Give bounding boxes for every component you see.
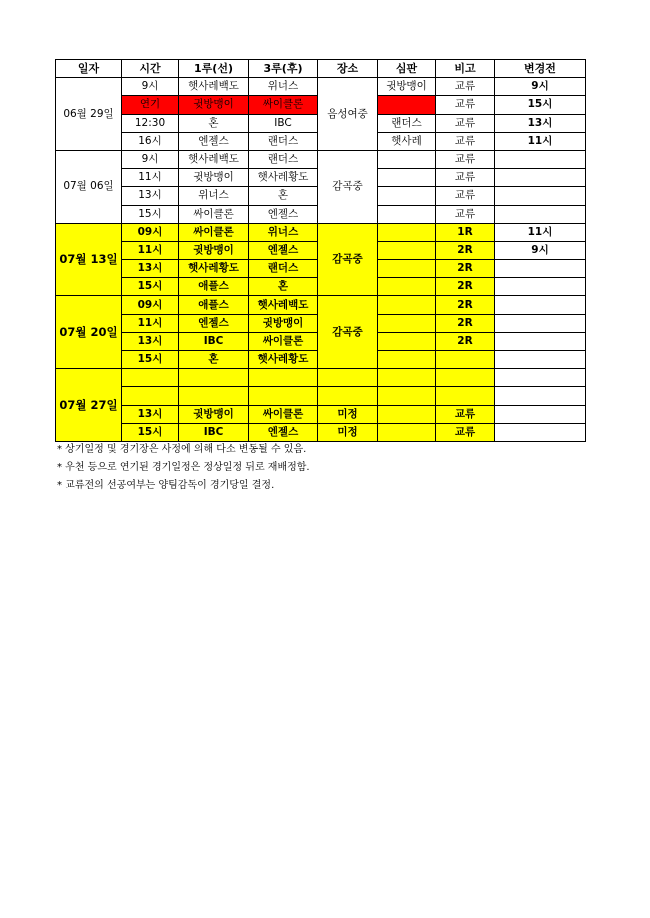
venue-cell	[318, 387, 378, 405]
third-base-team: 엔젤스	[249, 205, 318, 223]
venue-cell: 미정	[318, 405, 378, 423]
venue-cell: 감곡중	[318, 150, 378, 223]
previous-time-cell	[495, 187, 586, 205]
note-cell: 교류	[436, 150, 495, 168]
umpire-cell	[378, 423, 436, 441]
third-base-team: 싸이클론	[249, 332, 318, 350]
table-row	[56, 78, 586, 96]
previous-time-cell	[495, 205, 586, 223]
previous-time-cell: 13시	[495, 114, 586, 132]
note-cell: 교류	[436, 96, 495, 114]
first-base-team: 햇사레황도	[179, 260, 249, 278]
note-cell: 교류	[436, 423, 495, 441]
footnote: * 우천 등으로 연기된 경기일정은 정상일정 뒤로 재배정함.	[57, 462, 310, 473]
time-cell: 16시	[122, 132, 179, 150]
date-cell: 07월 13일	[56, 223, 122, 296]
third-base-team: 엔젤스	[249, 241, 318, 259]
time-cell: 09시	[122, 296, 179, 314]
third-base-team: 혼	[249, 187, 318, 205]
third-base-team: 랜더스	[249, 150, 318, 168]
previous-time-cell: 15시	[495, 96, 586, 114]
note-cell: 2R	[436, 278, 495, 296]
time-cell: 9시	[122, 150, 179, 168]
first-base-team: 귓방맹이	[179, 405, 249, 423]
time-cell: 9시	[122, 78, 179, 96]
table-row	[56, 423, 586, 441]
note-cell	[436, 369, 495, 387]
header-previous: 변경전	[495, 60, 586, 78]
note-cell: 1R	[436, 223, 495, 241]
time-cell: 15시	[122, 205, 179, 223]
first-base-team	[179, 369, 249, 387]
venue-cell: 미정	[318, 423, 378, 441]
venue-cell: 감곡중	[318, 296, 378, 369]
first-base-team: 싸이클론	[179, 223, 249, 241]
header-row	[56, 60, 586, 78]
third-base-team: 싸이클론	[249, 405, 318, 423]
header-venue: 장소	[318, 60, 378, 78]
venue-cell: 감곡중	[318, 223, 378, 296]
umpire-cell	[378, 223, 436, 241]
third-base-team: 싸이클론	[249, 96, 318, 114]
table-row	[56, 150, 586, 168]
umpire-cell	[378, 169, 436, 187]
schedule-table	[55, 59, 586, 442]
previous-time-cell	[495, 423, 586, 441]
third-base-team: 엔젤스	[249, 423, 318, 441]
first-base-team	[179, 387, 249, 405]
time-cell: 11시	[122, 169, 179, 187]
note-cell: 교류	[436, 187, 495, 205]
umpire-cell	[378, 387, 436, 405]
umpire-cell	[378, 150, 436, 168]
note-cell: 2R	[436, 260, 495, 278]
date-cell: 07월 06일	[56, 150, 122, 223]
time-cell: 13시	[122, 187, 179, 205]
header-note: 비고	[436, 60, 495, 78]
previous-time-cell: 11시	[495, 223, 586, 241]
umpire-cell	[378, 369, 436, 387]
umpire-cell: 귓방맹이	[378, 78, 436, 96]
table-row	[56, 405, 586, 423]
table-row	[56, 387, 586, 405]
previous-time-cell: 9시	[495, 241, 586, 259]
first-base-team: IBC	[179, 332, 249, 350]
umpire-cell	[378, 187, 436, 205]
previous-time-cell	[495, 278, 586, 296]
note-cell: 교류	[436, 169, 495, 187]
previous-time-cell	[495, 405, 586, 423]
time-cell: 11시	[122, 314, 179, 332]
time-cell: 13시	[122, 260, 179, 278]
umpire-cell	[378, 405, 436, 423]
first-base-team: 싸이클론	[179, 205, 249, 223]
venue-cell	[318, 369, 378, 387]
previous-time-cell	[495, 314, 586, 332]
previous-time-cell	[495, 169, 586, 187]
previous-time-cell	[495, 296, 586, 314]
note-cell: 2R	[436, 296, 495, 314]
note-cell	[436, 387, 495, 405]
umpire-cell	[378, 351, 436, 369]
time-cell: 연기	[122, 96, 179, 114]
umpire-cell	[378, 96, 436, 114]
note-cell: 교류	[436, 114, 495, 132]
note-cell: 교류	[436, 78, 495, 96]
note-cell: 교류	[436, 205, 495, 223]
third-base-team: 햇사레황도	[249, 351, 318, 369]
time-cell: 13시	[122, 332, 179, 350]
venue-cell: 음성여중	[318, 78, 378, 151]
umpire-cell	[378, 260, 436, 278]
third-base-team: 햇사레황도	[249, 169, 318, 187]
previous-time-cell: 9시	[495, 78, 586, 96]
umpire-cell: 햇사레	[378, 132, 436, 150]
first-base-team: 혼	[179, 114, 249, 132]
previous-time-cell	[495, 150, 586, 168]
umpire-cell	[378, 296, 436, 314]
first-base-team: 햇사레백도	[179, 150, 249, 168]
previous-time-cell	[495, 351, 586, 369]
previous-time-cell	[495, 369, 586, 387]
time-cell: 12:30	[122, 114, 179, 132]
third-base-team: 귓방맹이	[249, 314, 318, 332]
header-first-base: 1루(선)	[179, 60, 249, 78]
note-cell: 교류	[436, 405, 495, 423]
first-base-team: 귓방맹이	[179, 241, 249, 259]
table-row	[56, 296, 586, 314]
first-base-team: IBC	[179, 423, 249, 441]
umpire-cell	[378, 241, 436, 259]
time-cell: 13시	[122, 405, 179, 423]
date-cell: 06월 29일	[56, 78, 122, 151]
header-time: 시간	[122, 60, 179, 78]
time-cell	[122, 387, 179, 405]
umpire-cell: 랜더스	[378, 114, 436, 132]
umpire-cell	[378, 314, 436, 332]
first-base-team: 위너스	[179, 187, 249, 205]
table-row	[56, 369, 586, 387]
note-cell: 교류	[436, 132, 495, 150]
time-cell: 15시	[122, 278, 179, 296]
date-cell: 07월 27일	[56, 369, 122, 442]
header-umpire: 심판	[378, 60, 436, 78]
time-cell	[122, 369, 179, 387]
first-base-team: 귓방맹이	[179, 169, 249, 187]
first-base-team: 애플스	[179, 278, 249, 296]
footnote: * 교류전의 선공여부는 양팀감독이 경기당일 결정.	[57, 480, 275, 491]
header-third-base: 3루(후)	[249, 60, 318, 78]
umpire-cell	[378, 332, 436, 350]
previous-time-cell	[495, 332, 586, 350]
note-cell: 2R	[436, 332, 495, 350]
previous-time-cell	[495, 260, 586, 278]
first-base-team: 엔젤스	[179, 314, 249, 332]
time-cell: 15시	[122, 423, 179, 441]
third-base-team: 햇사레백도	[249, 296, 318, 314]
first-base-team: 애플스	[179, 296, 249, 314]
third-base-team: 혼	[249, 278, 318, 296]
third-base-team	[249, 387, 318, 405]
footnotes	[57, 441, 310, 495]
time-cell: 15시	[122, 351, 179, 369]
header-date: 일자	[56, 60, 122, 78]
time-cell: 09시	[122, 223, 179, 241]
note-cell: 2R	[436, 314, 495, 332]
previous-time-cell: 11시	[495, 132, 586, 150]
third-base-team: 위너스	[249, 78, 318, 96]
time-cell: 11시	[122, 241, 179, 259]
footnote: * 상기일정 및 경기장은 사정에 의해 다소 변동될 수 있음.	[57, 444, 307, 455]
umpire-cell	[378, 205, 436, 223]
first-base-team: 귓방맹이	[179, 96, 249, 114]
first-base-team: 엔젤스	[179, 132, 249, 150]
third-base-team: 랜더스	[249, 260, 318, 278]
third-base-team	[249, 369, 318, 387]
third-base-team: 랜더스	[249, 132, 318, 150]
umpire-cell	[378, 278, 436, 296]
table-row	[56, 223, 586, 241]
third-base-team: IBC	[249, 114, 318, 132]
note-cell	[436, 351, 495, 369]
first-base-team: 햇사레백도	[179, 78, 249, 96]
first-base-team: 혼	[179, 351, 249, 369]
date-cell: 07월 20일	[56, 296, 122, 369]
note-cell: 2R	[436, 241, 495, 259]
previous-time-cell	[495, 387, 586, 405]
third-base-team: 위너스	[249, 223, 318, 241]
